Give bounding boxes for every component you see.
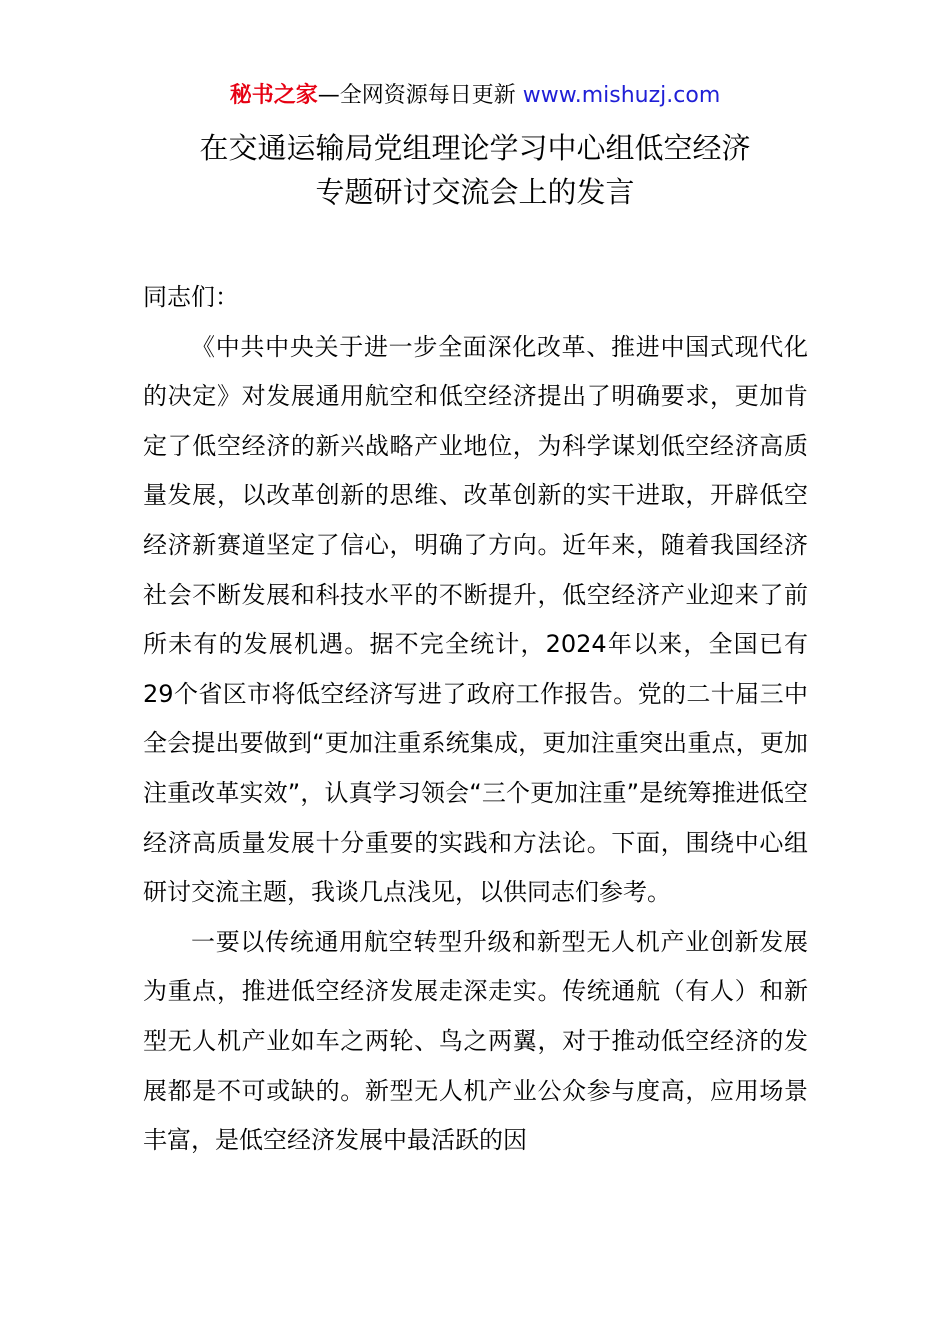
title-line-1: 在交通运输局党组理论学习中心组低空经济: [199, 131, 751, 165]
site-url-link[interactable]: www.mishuzj.com: [522, 83, 721, 108]
title-line-2: 专题研讨交流会上的发言: [315, 175, 635, 209]
document-body: [143, 273, 808, 1166]
paragraph-2: 一要以传统通用航空转型升级和新型无人机产业创新发展为重点，推进低空经济发展走深走实。传统通航（有人）和新型无人机产业如车之两轮、鸟之两翼，对于推动低空经济的发展都是不可或缺的。新型无人机产业公众参与度高，应用场景丰富，是低空经济发展中最活跃的因: [143, 927, 808, 1155]
site-header: [0, 80, 950, 112]
site-tagline: —全网资源每日更新: [317, 83, 523, 108]
paragraph-1: 《中共中央关于进一步全面深化改革、推进中国式现代化的决定》对发展通用航空和低空经济提出了明确要求，更加肯定了低空经济的新兴战略产业地位，为科学谋划低空经济高质量发展，以改革创新的思维、改革创新的实干进取，开辟低空经济新赛道坚定了信心，明确了方向。近年来，随着我国经济社会不断发展和科技水平的不断提升，低空经济产业迎来了前所未有的发展机遇。据不完全统计，2024年以来，全国已有29个省区市将低空经济写进了政府工作报告。党的二十届三中全会提出要做到“更加注重系统集成，更加注重突出重点，更加注重改革实效”，认真学习领会“三个更加注重”是统筹推进低空经济高质量发展十分重要的实践和方法论。下面，围绕中心组研讨交流主题，我谈几点浅见，以供同志们参考。: [143, 332, 808, 907]
document-title: [0, 126, 950, 214]
site-brand: 秘书之家: [229, 83, 318, 108]
salutation: 同志们：: [143, 283, 239, 311]
